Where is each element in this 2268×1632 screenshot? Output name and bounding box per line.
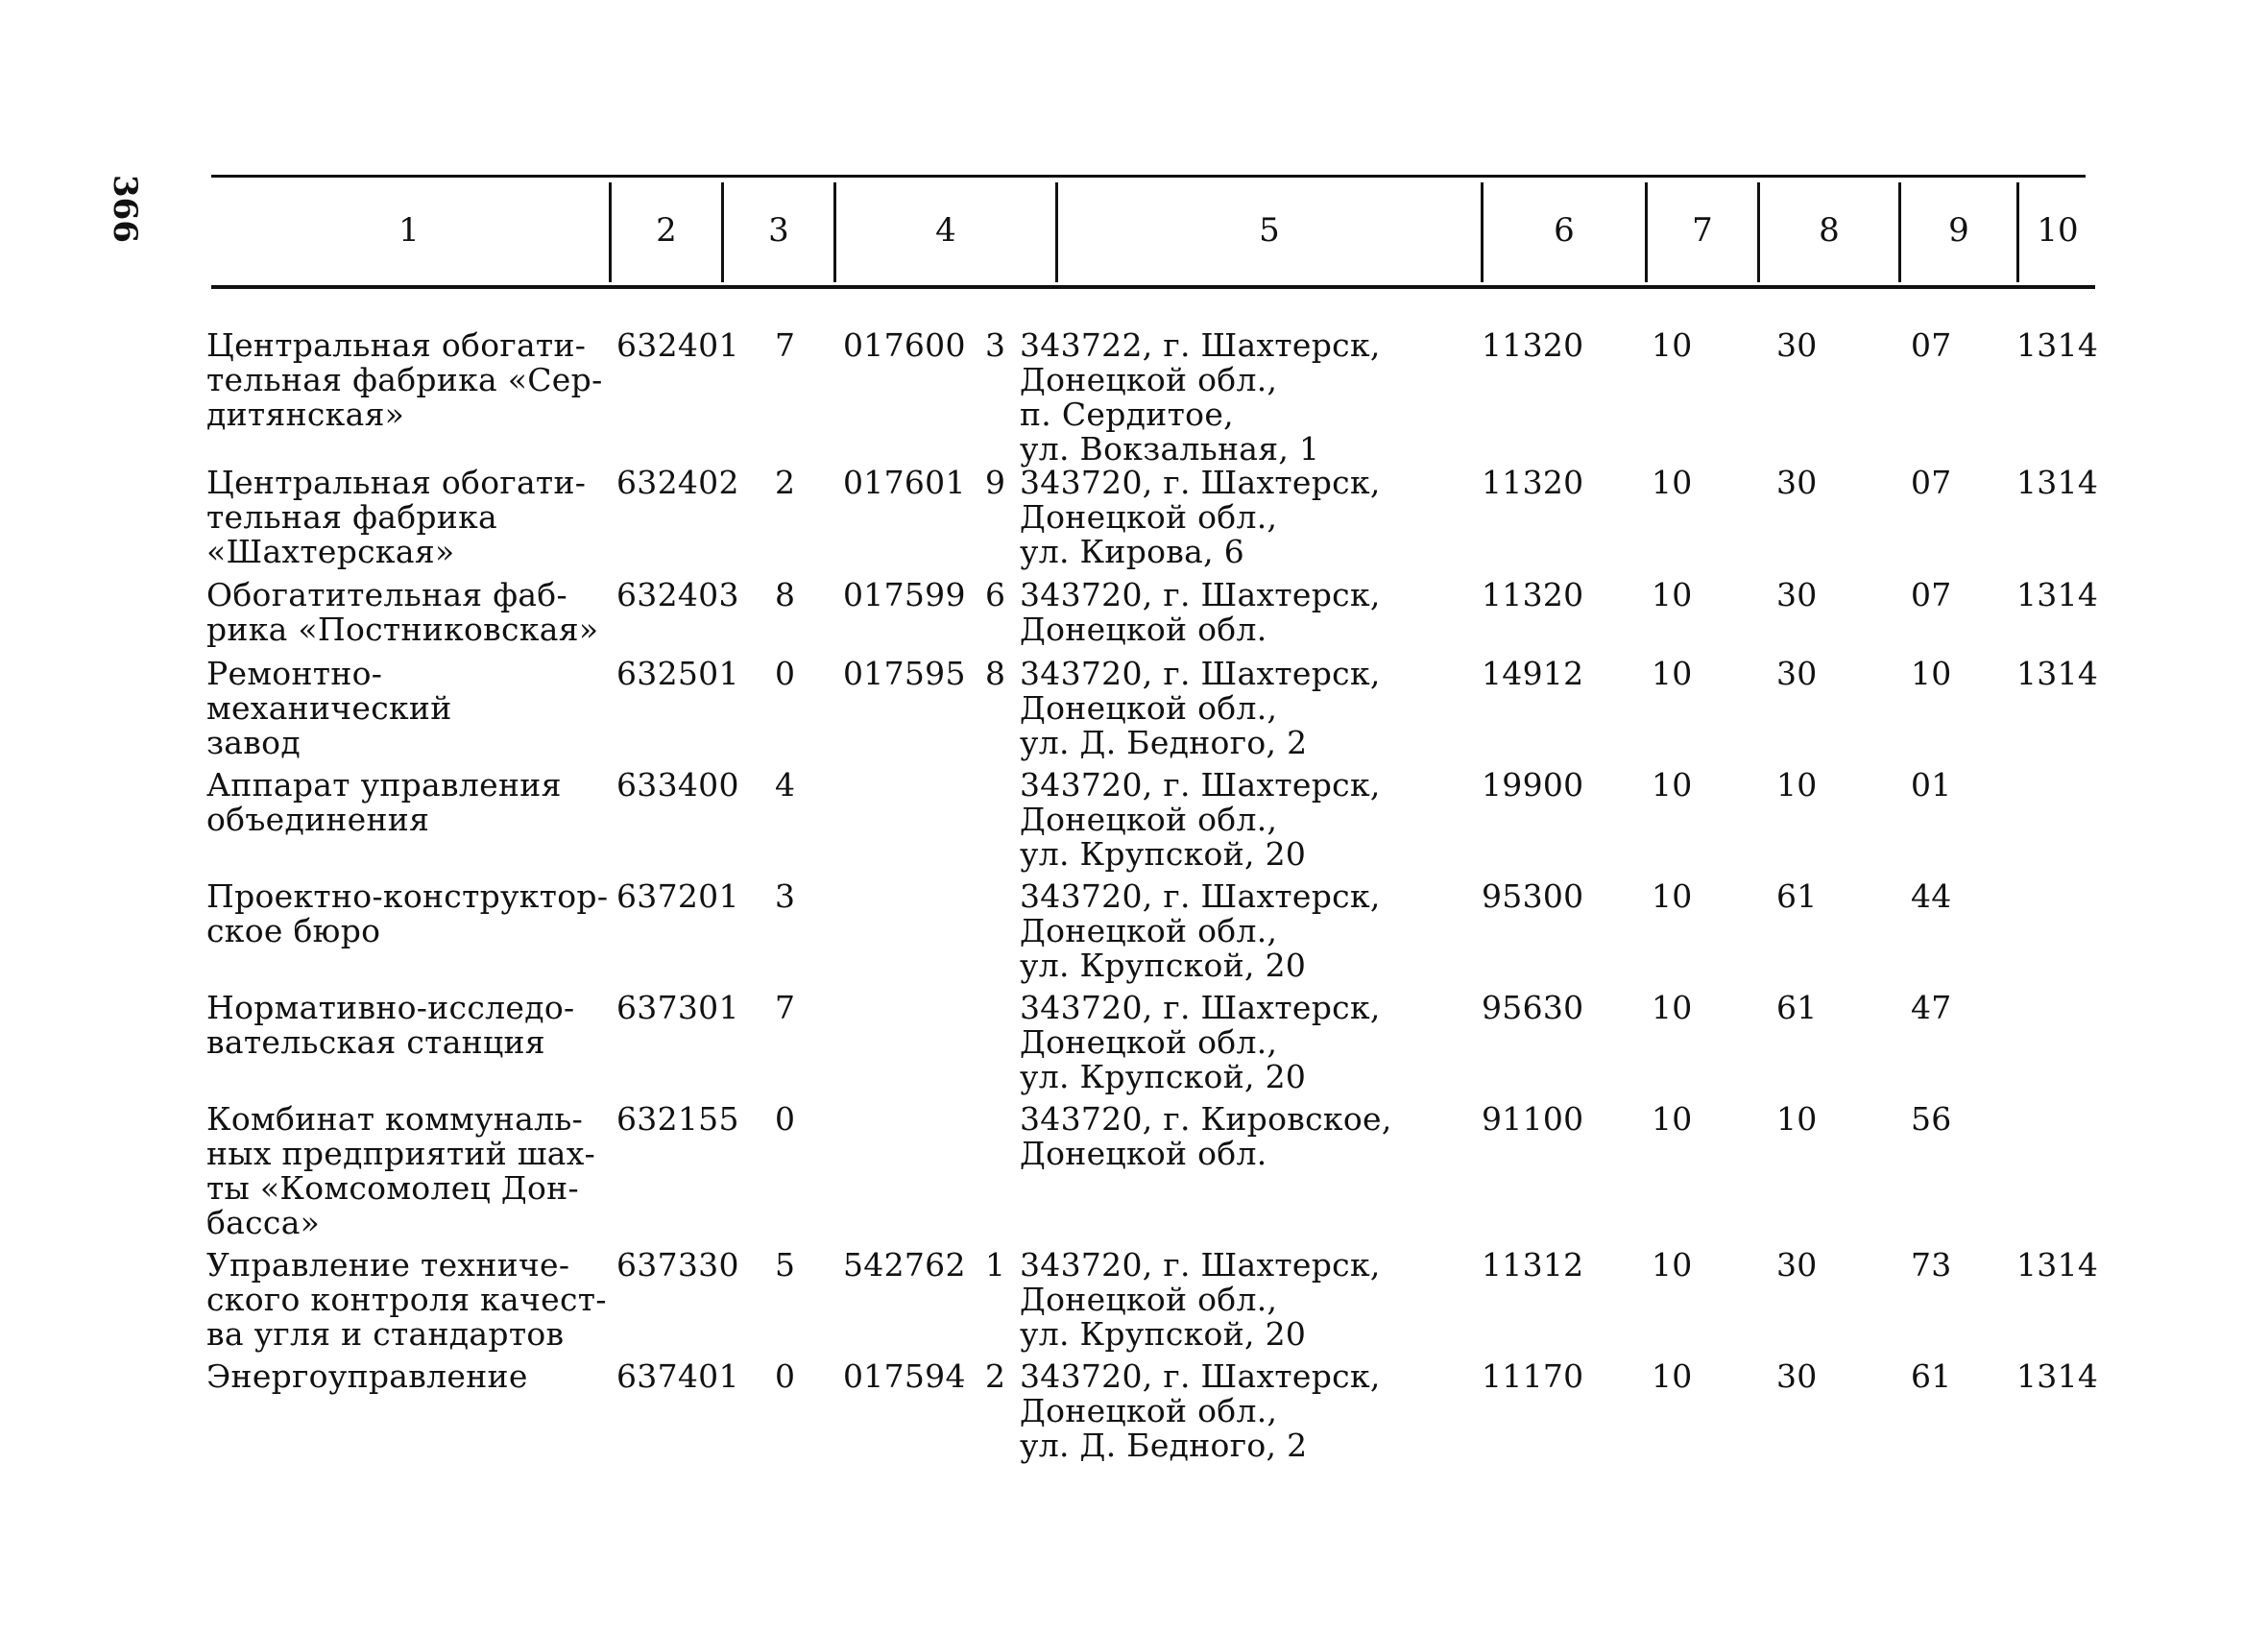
col-10-value: 1314 xyxy=(2016,464,2099,501)
enterprise-code: 632403 xyxy=(616,576,739,613)
col-10-value: 1314 xyxy=(2016,326,2099,364)
enterprise-name: Ремонтно-механический завод xyxy=(206,655,452,761)
enterprise-code: 632401 xyxy=(616,326,739,364)
col-7-value: 10 xyxy=(1652,1100,1693,1138)
col-8-value: 61 xyxy=(1776,877,1818,915)
header-col-7: 7 xyxy=(1692,211,1713,250)
col-6-value: 11320 xyxy=(1482,326,1584,364)
table-header-rule xyxy=(211,285,2095,289)
okpo-check-digit: 2 xyxy=(985,1357,1006,1395)
page-number: 366 xyxy=(106,175,144,243)
header-col-10: 10 xyxy=(2037,211,2079,250)
header-col-4: 4 xyxy=(935,211,956,250)
col-6-value: 11312 xyxy=(1482,1246,1584,1284)
enterprise-name: Обогатительная фаб- рика «Постниковская» xyxy=(206,576,599,648)
col-6-value: 14912 xyxy=(1482,655,1584,692)
col-7-value: 10 xyxy=(1652,989,1693,1026)
okpo-code: 542762 xyxy=(843,1246,966,1284)
col-10-value: 1314 xyxy=(2016,1246,2099,1284)
col-9-value: 61 xyxy=(1911,1357,1952,1395)
col-6-value: 95300 xyxy=(1482,877,1584,915)
col-8-value: 30 xyxy=(1776,655,1818,692)
okpo-check-digit: 9 xyxy=(985,464,1006,501)
col-6-value: 11320 xyxy=(1482,464,1584,501)
address: 343720, г. Шахтерск, Донецкой обл., ул. Д. Бедного, 2 xyxy=(1020,655,1381,761)
col-9-value: 47 xyxy=(1911,989,1952,1026)
header-col-8: 8 xyxy=(1819,211,1840,250)
col-8-value: 30 xyxy=(1776,464,1818,501)
col-7-value: 10 xyxy=(1652,326,1693,364)
col-9-value: 07 xyxy=(1911,326,1952,364)
col-8-value: 10 xyxy=(1776,1100,1818,1138)
header-col-9: 9 xyxy=(1948,211,1969,250)
address: 343720, г. Кировское, Донецкой обл. xyxy=(1020,1100,1392,1172)
enterprise-name: Аппарат управления объединения xyxy=(206,766,562,838)
enterprise-code: 637401 xyxy=(616,1357,739,1395)
check-digit: 0 xyxy=(775,1100,796,1138)
enterprise-name: Энергоуправление xyxy=(206,1357,528,1395)
address: 343720, г. Шахтерск, Донецкой обл., ул. Кирова, 6 xyxy=(1020,464,1381,570)
enterprise-code: 637301 xyxy=(616,989,739,1026)
header-col-5: 5 xyxy=(1259,211,1280,250)
col-9-value: 44 xyxy=(1911,877,1952,915)
header-col-6: 6 xyxy=(1554,211,1575,250)
okpo-check-digit: 3 xyxy=(985,326,1006,364)
check-digit: 4 xyxy=(775,766,796,804)
address: 343720, г. Шахтерск, Донецкой обл., ул. Д. Бедного, 2 xyxy=(1020,1357,1381,1464)
col-7-value: 10 xyxy=(1652,877,1693,915)
enterprise-name: Центральная обогати- тельная фабрика «Шахтерская» xyxy=(206,464,587,570)
enterprise-code: 632402 xyxy=(616,464,739,501)
check-digit: 2 xyxy=(775,464,796,501)
okpo-code: 017599 xyxy=(843,576,966,613)
col-7-value: 10 xyxy=(1652,1357,1693,1395)
col-8-value: 30 xyxy=(1776,1357,1818,1395)
header-col-3: 3 xyxy=(768,211,789,250)
col-10-value: 1314 xyxy=(2016,1357,2099,1395)
enterprise-code: 637330 xyxy=(616,1246,739,1284)
col-6-value: 95630 xyxy=(1482,989,1584,1026)
col-9-value: 01 xyxy=(1911,766,1952,804)
col-9-value: 07 xyxy=(1911,576,1952,613)
enterprise-code: 637201 xyxy=(616,877,739,915)
enterprise-name: Комбинат коммуналь- ных предприятий шах- ты «Комсомолец Дон- басса» xyxy=(206,1100,596,1241)
enterprise-name: Нормативно-исследо- вательская станция xyxy=(206,989,575,1061)
col-6-value: 11170 xyxy=(1482,1357,1584,1395)
address: 343720, г. Шахтерск, Донецкой обл., ул. Крупской, 20 xyxy=(1020,989,1381,1095)
col-8-value: 61 xyxy=(1776,989,1818,1026)
check-digit: 3 xyxy=(775,877,796,915)
col-7-value: 10 xyxy=(1652,464,1693,501)
col-9-value: 10 xyxy=(1911,655,1952,692)
check-digit: 0 xyxy=(775,655,796,692)
col-9-value: 56 xyxy=(1911,1100,1952,1138)
col-6-value: 19900 xyxy=(1482,766,1584,804)
table-top-rule xyxy=(211,175,2086,178)
okpo-code: 017594 xyxy=(843,1357,966,1395)
check-digit: 8 xyxy=(775,576,796,613)
header-col-2: 2 xyxy=(656,211,677,250)
header-col-1: 1 xyxy=(398,211,420,250)
enterprise-code: 632501 xyxy=(616,655,739,692)
okpo-check-digit: 1 xyxy=(985,1246,1006,1284)
enterprise-name: Управление техниче- ского контроля качест- ва угля и стандартов xyxy=(206,1246,607,1353)
enterprise-name: Проектно-конструктор- ское бюро xyxy=(206,877,609,949)
col-7-value: 10 xyxy=(1652,766,1693,804)
col-6-value: 11320 xyxy=(1482,576,1584,613)
okpo-check-digit: 6 xyxy=(985,576,1006,613)
okpo-code: 017595 xyxy=(843,655,966,692)
col-7-value: 10 xyxy=(1652,655,1693,692)
address: 343720, г. Шахтерск, Донецкой обл., ул. Крупской, 20 xyxy=(1020,1246,1381,1353)
okpo-code: 017600 xyxy=(843,326,966,364)
col-9-value: 07 xyxy=(1911,464,1952,501)
address: 343722, г. Шахтерск, Донецкой обл., п. Сердитое, ул. Вокзальная, 1 xyxy=(1020,326,1381,468)
enterprise-code: 633400 xyxy=(616,766,739,804)
col-8-value: 10 xyxy=(1776,766,1818,804)
check-digit: 5 xyxy=(775,1246,796,1284)
col-7-value: 10 xyxy=(1652,1246,1693,1284)
check-digit: 7 xyxy=(775,989,796,1026)
check-digit: 7 xyxy=(775,326,796,364)
okpo-code: 017601 xyxy=(843,464,966,501)
col-6-value: 91100 xyxy=(1482,1100,1584,1138)
col-8-value: 30 xyxy=(1776,326,1818,364)
col-8-value: 30 xyxy=(1776,1246,1818,1284)
col-7-value: 10 xyxy=(1652,576,1693,613)
col-8-value: 30 xyxy=(1776,576,1818,613)
col-9-value: 73 xyxy=(1911,1246,1952,1284)
col-10-value: 1314 xyxy=(2016,576,2099,613)
enterprise-code: 632155 xyxy=(616,1100,739,1138)
address: 343720, г. Шахтерск, Донецкой обл. xyxy=(1020,576,1381,648)
col-10-value: 1314 xyxy=(2016,655,2099,692)
enterprise-name: Центральная обогати- тельная фабрика «Сер- дитянская» xyxy=(206,326,603,433)
check-digit: 0 xyxy=(775,1357,796,1395)
address: 343720, г. Шахтерск, Донецкой обл., ул. Крупской, 20 xyxy=(1020,877,1381,984)
okpo-check-digit: 8 xyxy=(985,655,1006,692)
address: 343720, г. Шахтерск, Донецкой обл., ул. Крупской, 20 xyxy=(1020,766,1381,873)
